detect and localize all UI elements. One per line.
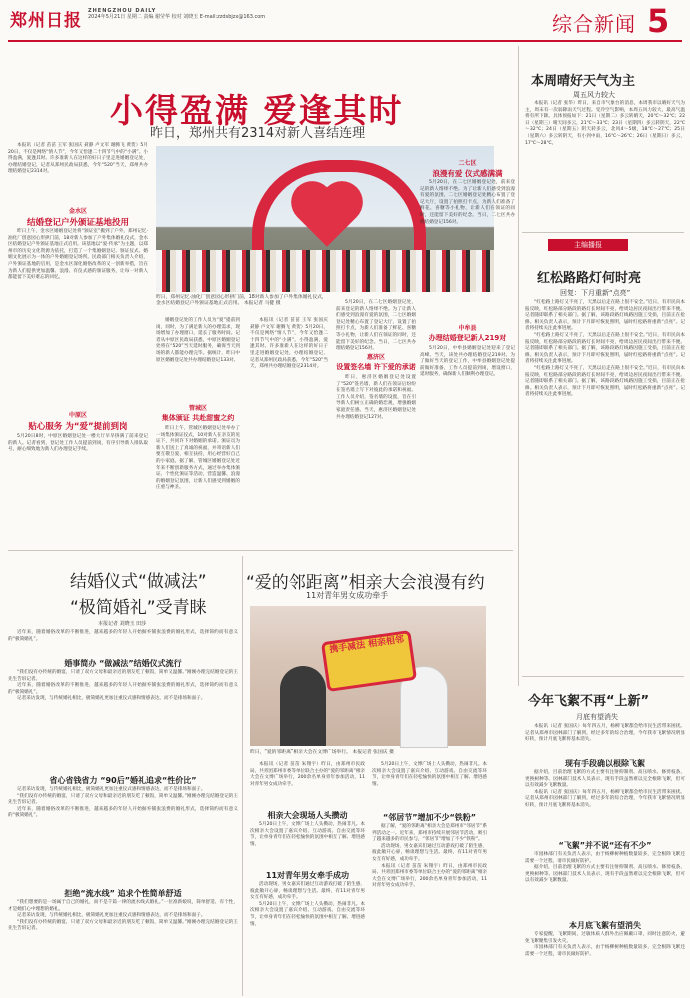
lead-headline: 小得盈满 爱逢其时	[110, 91, 404, 130]
masthead-date-line: 2024年5月21日 星期二 责编 谢莹华 校对 刘晓玉 E-mail:zzdsbjzx@163.com	[88, 14, 266, 20]
masthead-rule	[8, 40, 682, 42]
neighbor-body1: 5月20日上午，文博广场上人头攒动，热闹非凡。本次相亲大会设置了嘉宾介绍、互动游戏、自由交流等环节，让单身青年们在轻松愉快的氛围中相互了解、增进感情。	[250, 822, 365, 847]
title-jinshui: 结婚登记户外颁证基地投用	[26, 218, 129, 228]
body-zhongyuan-cont: 婚姻登记处的工作人员为“爱”提前到岗，同时，为了满足新人的办理需求，现场增加了办理窗口，延长了服务时间。记者从中原区民政局获悉，中原区婚姻登记处将在“520”当天延时服务，确保当天到场的新人都能办理完毕。据统计，昨日中原区婚姻登记处共办理结婚登记133对。	[156, 318, 240, 363]
feifei-sub2: “飞絮”并不说“还有不少”	[558, 841, 652, 850]
wedding-intro: 近年来，随着婚俗改革的不断推进，越来越多的年轻人开始摒弃铺张浪费的婚礼形式，选择简约而有意义的“极简婚礼”。	[8, 630, 238, 642]
body-guancheng-cont: 本报讯（记者 苗苗 王军 张国庆 聂静 卢文军 谢腾飞 黄贺）5月20日，不仅是网络“情人节”，今年又恰逢二十四节气中的“小满”。小得盈满，爱逢其时。许多准新人在这样的好日子里走进婚姻登记处，办理结婚登记，记者从郑州民政局获悉，今年“520”当天，郑州共办理结婚登记2314对。	[250, 318, 328, 370]
redlight-title: 红松路路灯何时亮	[537, 271, 642, 286]
feifei-body1: 据介绍，目前治理飞絮的方式主要有注射抑制剂、高压喷水、修剪枝条、更换树种等。园林部门技术人员表示，现有手段虽然难以完全根除飞絮，但可以有效减少飞絮数量。 本报讯（记者 张国庆）每年四五月，杨柳飞絮都会给市民生活带来困扰。记者从郑州市园林部门了解到，经过多年的综合治理，今年我市飞絮情况明显好转，预计月底飞絮将基本消失。	[525, 770, 685, 808]
title-zhongmou: 办理结婚登记新人219对	[428, 334, 507, 342]
redlight-subtitle: 回复：下月重新“点亮”	[560, 289, 631, 297]
neighbor-title: “爱的邻距离”相亲大会浪漫有约	[246, 573, 485, 593]
lead-photo-caption: 昨日，郑州记忆·油化厂创意园心形拱门前，18对新人参加了户外集体婚礼仪式，金水区结婚登记户外颁证基地正式启用。 本报记者 马健 摄	[156, 295, 327, 307]
weather-body: 本报讯（记者 张华）昨日，来自市气象台的消息，本周我市以晴好天气为主，周末有一次弱降雨天气过程。受冷空气影响，本周五风力较大，最高气温将有所下降。具体预报如下：21日（星期二）多云转晴天，20℃～32℃；22日（星期三）晴天间多云，21℃～33℃；23日（星期四）多云转阴天，22℃～32℃；24日（星期五）阴天转多云，北风4～5级，18℃～27℃；25日（星期六）多云转阴天，有小到中雨，16℃～26℃；26日（星期日）多云，17℃～28℃。	[525, 101, 685, 146]
neighbor-subtitle: 11对青年男女成功牵手	[306, 591, 389, 600]
neighbor-sub1: 相亲大会现场人头攒动	[267, 811, 348, 820]
person-shape	[280, 666, 326, 746]
section-name: 综合新闻	[552, 12, 636, 36]
wedding-byline: 本报记者 刘晓玉 田莎	[98, 621, 147, 627]
tag-jinshui: 金水区	[68, 208, 87, 215]
title-erqi: 浪漫有爱 仪式感满满	[432, 169, 503, 178]
neighbor-sub3: “邻居节”增加不少“铁粉”	[382, 813, 477, 822]
feifei-sub3: 本月底飞絮有望消失	[569, 921, 641, 930]
tag-huiji: 惠济区	[366, 354, 385, 361]
wedding-body2: “我们没有办传统的婚宴，只请了双方父母和最亲近的朋友吃了顿饭，简单又温馨。”刚刚办理完结婚登记的王先生告诉记者。 近年来，随着婚俗改革的不断推进，越来越多的年轻人开始摒弃铺张浪费的婚礼形式，选择简约而有意义的“极简婚礼”。 记者采访发现，与传统婚礼相比，极简婚礼更加注重仪式感和情感表达，而不是排场和面子。	[8, 670, 238, 702]
feifei-sub1: 现有手段确以根除飞絮	[565, 759, 645, 768]
masthead-english: ZHENGZHOU DAILY	[88, 8, 157, 14]
weather-subtitle: 周五风力较大	[573, 91, 615, 99]
feifei-body3: 专家提醒，飞絮期间，过敏体质人群外出应佩戴口罩，同时注意防火，避免飞絮聚集引发火灾。 市园林部门有关负责人表示，由于杨柳树种植数量较多，完全根除飞絮还需要一个过程，请市民做好防护。	[525, 932, 685, 957]
lead-subheadline: 昨日，郑州共有2314对新人喜结连理	[150, 126, 366, 141]
neighbor-sign: 携手减法 相亲相邻	[321, 630, 417, 692]
column-divider	[518, 46, 519, 686]
weather-title: 本周晴好天气为主	[531, 74, 636, 89]
neighbor-photo	[250, 606, 486, 746]
wedding-title-line2: “极简婚礼”受青睐	[70, 598, 207, 618]
wedding-sub2: 省心省钱省力 “90后”婚礼追求“性价比”	[49, 776, 197, 785]
neighbor-body2: 活动现场，男女嘉宾们通过互动游戏打破了陌生感，彼此敞开心扉，畅谈理想与生活。最终，有11对青年男女互有好感，成功牵手。 5月20日上午，文博广场上人头攒动，热闹非凡。本次相亲大会设置了嘉宾介绍、互动游戏、自由交流等环节，让单身青年们在轻松愉快的氛围中相互了解、增进感情。	[250, 882, 365, 927]
section-divider	[522, 676, 684, 677]
neighbor-photo-caption: 昨日，“爱的邻距离”相亲大会在文博广场举行。 本报记者 张国庆 摄	[250, 750, 394, 755]
body-zhongyuan: 5月20日8时，中原区婚姻登记处一楼大厅早早挤满了前来登记的新人。记者看到，登记处工作人员提前到岗，有序引导新人排队取号，耐心细致地为新人们办理登记手续。	[8, 434, 148, 453]
body-guancheng: 昨日上午，管城区婚姻登记处举办了一场集体颁证仪式，10对新人在亲友的见证下，共同许下对婚姻的承诺。颁证员为新人们送上了真诚的祝福，并寄语新人们要互敬互爱、相互扶持，用心经营好自己的小家庭。据了解，管城区婚姻登记处近年来不断创新服务方式，通过举办集体颁证、个性化颁证等活动，营造温馨、浪漫的婚姻登记氛围，让新人们感受到婚姻的庄重与神圣。	[156, 426, 240, 491]
lead-intro: 本报讯（记者 苗苗 王军 张国庆 聂静 卢文军 谢腾飞 黄贺）5月20日，不仅是网络“情人节”，今年又恰逢二十四节气中的“小满”。小得盈满，爱逢其时。许多准新人在这样的好日子里走进婚姻登记处，办理结婚登记，记者从郑州民政局获悉，今年“520”当天，郑州共办理结婚登记2314对。	[8, 143, 148, 175]
wedding-body3: 记者采访发现，与传统婚礼相比，极简婚礼更加注重仪式感和情感表达，而不是排场和面子。 “我们没有办传统的婚宴，只请了双方父母和最亲近的朋友吃了顿饭，简单又温馨。”刚刚办理完结婚登记的王先生告诉记者。 近年来，随着婚俗改革的不断推进，越来越多的年轻人开始摒弃铺张浪费的婚礼形式，选择简约而有意义的“极简婚礼”。	[8, 787, 238, 819]
wedding-sub3: 拒绝“流水线” 追求个性简单舒适	[64, 889, 182, 898]
body-erqi: 5月20日，在二七区婚姻登记处，前来登记的新人络绎不绝。为了让新人们感受到浪漫有爱的氛围，二七区婚姻登记处精心布置了登记大厅，设置了拍照打卡点，为新人们准备了鲜花、喜糖等小礼物，让新人们在领证的同时，还能留下美好的纪念。当日，二七区共办理结婚登记156对。	[420, 180, 515, 225]
tag-zhongyuan: 中原区	[68, 412, 87, 419]
neighbor-sub2: 11对青年男女牵手成功	[265, 871, 350, 880]
feifei-body2: 市园林部门有关负责人表示，由于杨柳树种植数量较多，完全根除飞絮还需要一个过程，请市民做好防护。 据介绍，目前治理飞絮的方式主要有注射抑制剂、高压喷水、修剪枝条、更换树种等。园林部门技术人员表示，现有手段虽然难以完全根除飞絮，但可以有效减少飞絮数量。	[525, 852, 685, 884]
feifei-subtitle: 月底有望消失	[576, 713, 618, 721]
page-number: 5	[647, 2, 670, 40]
wedding-sub1: 婚事简办 “做减法”结婚仪式流行	[64, 659, 182, 668]
tag-zhongmou: 中牟县	[458, 325, 477, 332]
column-divider	[242, 556, 243, 996]
title-guancheng: 集体颁证 共赴甜蜜之约	[161, 414, 235, 422]
section-divider	[522, 232, 684, 233]
neighbor-body3: 据了解，“爱的邻距离”相亲大会是郑州市“邻居节”系列活动之一。近年来，郑州市持续开展邻居节活动，吸引了越来越多的市民参与，“邻居节”增加了不少“铁粉”。 活动现场，男女嘉宾们通过互动游戏打破了陌生感，彼此敞开心扉，畅谈理想与生活。最终，有11对青年男女互有好感，成功牵手。 本报讯（记者 苗苗 朱翔宇）昨日，由郑州市民政局、共青团郑州市委等单位联合主办的“爱的邻距离”相亲大会在文博广场举行，200余名单身青年参加活动，11对青年男女成功牵手。	[372, 824, 488, 889]
neighbor-body1-cont: 5月20日上午，文博广场上人头攒动，热闹非凡。本次相亲大会设置了嘉宾介绍、互动游戏、自由交流等环节，让单身青年们在轻松愉快的氛围中相互了解、增进感情。	[372, 762, 487, 787]
title-huiji: 设置签名墙 许下爱的承诺	[336, 363, 416, 371]
tag-erqi: 二七区	[458, 160, 477, 167]
body-erqi-lead: 5月20日，在二七区婚姻登记处，前来登记的新人络绎不绝。为了让新人们感受到浪漫有爱的氛围，二七区婚姻登记处精心布置了登记大厅，设置了拍照打卡点，为新人们准备了鲜花、喜糖等小礼物，让新人们在领证的同时，还能留下美好的纪念。当日，二七区共办理结婚登记156对。	[336, 300, 416, 352]
body-jinshui: 昨日上午，金水区婚姻登记处将“颁证室”搬到了户外，郑州记忆·油化厂创意园心形拱门前，18对新人参加了户外集体婚礼仪式，金水区结婚登记户外颁证基地正式启用。该基地以“爱·传承”为主题，以郑州市的历史文化资源为依托，打造了一个集婚姻登记、颁证仪式、婚姻文化展示为一体的户外婚姻登记场所。民政部门相关负责人介绍，户外颁证基地的启用，是金水区深化婚俗改革的又一创新举措，旨在为新人们提供更加温馨、浪漫、有仪式感的颁证服务，让每一对新人都能留下美好难忘的回忆。	[8, 229, 148, 281]
neighbor-intro: 本报讯（记者 苗苗 朱翔宇）昨日，由郑州市民政局、共青团郑州市委等单位联合主办的“爱的邻距离”相亲大会在文博广场举行，200余名单身青年参加活动，11对青年男女成功牵手。	[250, 762, 366, 787]
masthead-info	[88, 8, 265, 20]
feifei-body: 本报讯（记者 张国庆）每年四五月，杨柳飞絮都会给市民生活带来困扰。记者从郑州市园林部门了解到，经过多年的综合治理，今年我市飞絮情况明显好转，预计月底飞絮将基本消失。	[525, 724, 685, 743]
wedding-title-line1: 结婚仪式“做减法”	[70, 572, 207, 592]
wedding-body4: “我们想要的是一场属于自己的婚礼，而不是千篇一律的流水线式婚礼。”一位准新娘说，简单舒适、有个性，才是她们心中理想的婚礼。 记者采访发现，与传统婚礼相比，极简婚礼更加注重仪式感和情感表达，而不是排场和面子。 “我们没有办传统的婚宴，只请了双方父母和最亲近的朋友吃了顿饭，简单又温馨。”刚刚办理完结婚登记的王先生告诉记者。	[8, 900, 238, 932]
body-huiji: 昨日，惠济区婚姻登记处设置了“520”签名墙，新人们在领证后纷纷在签名墙上写下对彼此的承诺和祝福。工作人员介绍，签名墙的设置，旨在引导新人们树立正确的婚恋观，增强婚姻家庭责任感。当天，惠济区婚姻登记处共办理结婚登记127对。	[336, 375, 416, 420]
section-divider	[8, 550, 513, 551]
feifei-title: 今年飞絮不再“上新”	[528, 694, 650, 709]
tag-guancheng: 管城区	[188, 405, 207, 412]
redlight-body: “红松路上路灯又不亮了，天黑以后走在路上很不安全。”近日，有市民向本报反映，红松路部分路段的路灯长时间不亮，给周边居民夜间出行带来不便。记者随即联系了相关部门。据了解，该路段路灯线路因施工受损，目前正在抢修。相关负责人表示，预计下月即可恢复照明，届时红松路将重新“点亮”。记者将持续关注此事进展。 “红松路上路灯又不亮了，天黑以后走在路上很不安全。”近日，有市民向本报反映，红松路部分路段的路灯长时间不亮，给周边居民夜间出行带来不便。记者随即联系了相关部门。据了解，该路段路灯线路因施工受损，目前正在抢修。相关负责人表示，预计下月即可恢复照明，届时红松路将重新“点亮”。记者将持续关注此事进展。 “红松路上路灯又不亮了，天黑以后走在路上很不安全。”近日，有市民向本报反映，红松路部分路段的路灯长时间不亮，给周边居民夜间出行带来不便。记者随即联系了相关部门。据了解，该路段路灯线路因施工受损，目前正在抢修。相关负责人表示，预计下月即可恢复照明，届时红松路将重新“点亮”。记者将持续关注此事进展。	[525, 300, 685, 398]
masthead-logo: 郑州日报	[10, 11, 82, 31]
title-zhongyuan: 贴心服务 为“爱”提前到岗	[28, 422, 128, 432]
body-zhongmou: 5月20日，中牟县婚姻登记处迎来了登记高峰。当天，该处共办理结婚登记219对。为了做好当天的登记工作，中牟县婚姻登记处提前做好准备，工作人员提前到岗，增设窗口，延时服务，确保新人们顺利办理登记。	[420, 346, 515, 378]
public-service-tag: 主编播报	[548, 239, 628, 251]
